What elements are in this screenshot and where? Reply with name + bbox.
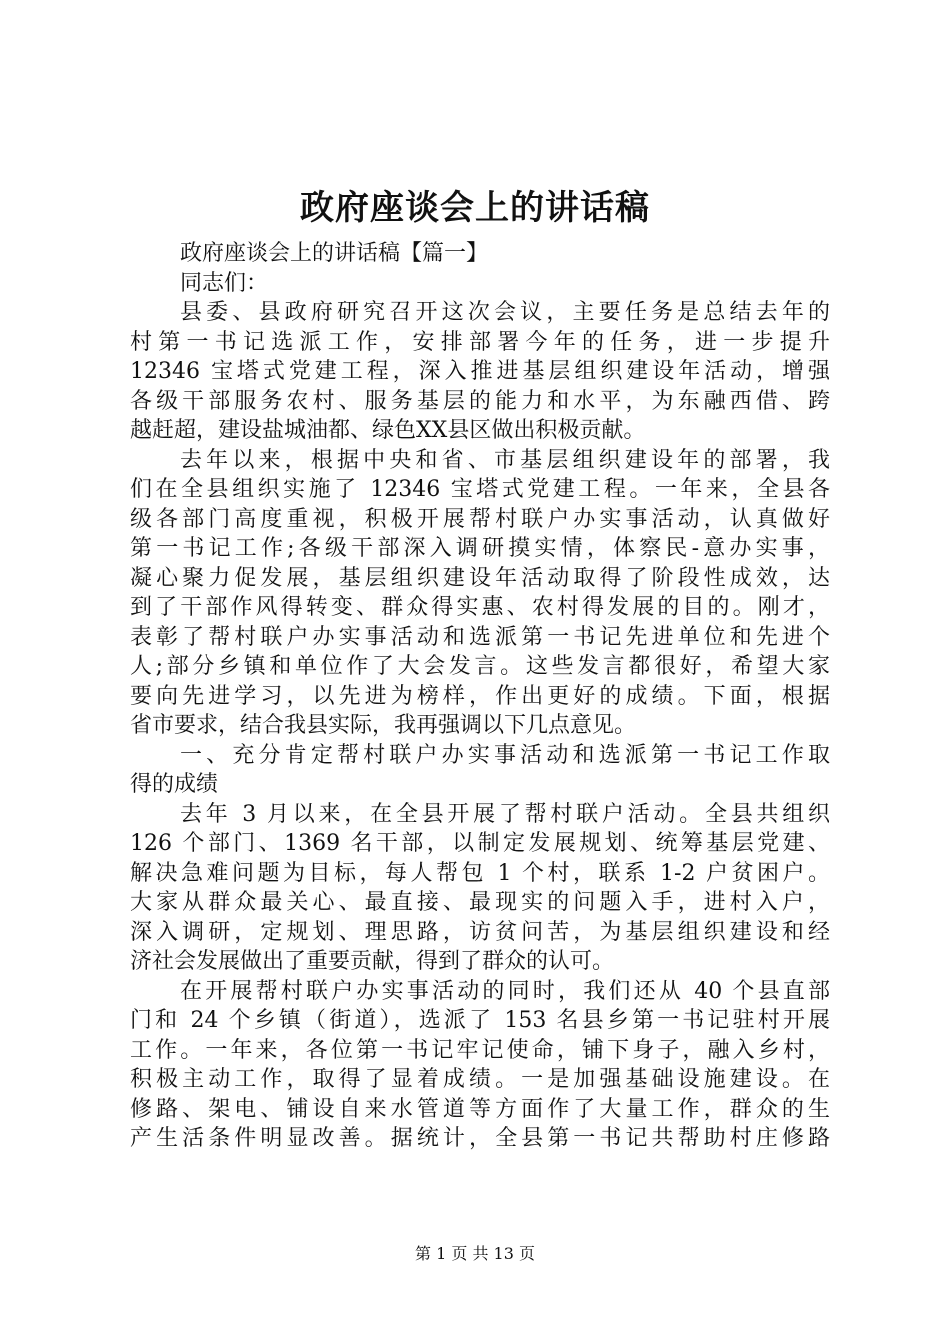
- body-line: 去年 3 月以来，在全县开展了帮村联户活动。全县共组织: [180, 801, 830, 827]
- body-line: 人;部分乡镇和单位作了大会发言。这些发言都很好，希望大家: [130, 654, 830, 679]
- body-line: 去年以来，根据中央和省、市基层组织建设年的部署，我: [180, 447, 830, 473]
- page-footer: 第 1 页 共 13 页: [415, 1244, 535, 1263]
- body-line: 同志们：: [180, 270, 269, 296]
- body-line: 越赶超，建设盐城油都、绿色XX县区做出积极贡献。: [130, 418, 646, 443]
- body-line: 得的成绩: [130, 772, 219, 797]
- body-line: 省市要求，结合我县实际，我再强调以下几点意见。: [130, 713, 637, 738]
- body-line: 解决急难问题为目标，每人帮包 1 个村，联系 1-2 户贫困户。: [130, 860, 830, 886]
- document-title: 政府座谈会上的讲话稿: [300, 188, 650, 228]
- body-line: 12346 宝塔式党建工程，深入推进基层组织建设年活动，增强: [130, 359, 830, 384]
- body-line: 修路、架电、铺设自来水管道等方面作了大量工作，群众的生: [130, 1096, 830, 1122]
- body-line: 各级干部服务农村、服务基层的能力和水平，为东融西借、跨: [130, 388, 830, 414]
- body-line: 门和 24 个乡镇（街道），选派了 153 名县乡第一书记驻村开展: [130, 1008, 830, 1033]
- body-line: 村第一书记选派工作，安排部署今年的任务，进一步提升: [130, 329, 830, 355]
- body-line: 到了干部作风得转变、群众得实惠、农村得发展的目的。刚才，: [130, 595, 830, 620]
- body-line: 深入调研，定规划、理思路，访贫问苦，为基层组织建设和经: [130, 919, 830, 945]
- body-line: 们在全县组织实施了 12346 宝塔式党建工程。一年来，全县各: [130, 477, 830, 502]
- body-line: 表彰了帮村联户办实事活动和选派第一书记先进单位和先进个: [130, 624, 830, 650]
- body-line: 产生活条件明显改善。据统计，全县第一书记共帮助村庄修路: [130, 1126, 830, 1151]
- body-line: 一、充分肯定帮村联户办实事活动和选派第一书记工作取: [180, 742, 830, 768]
- body-line: 大家从群众最关心、最直接、最现实的问题入手，进村入户，: [130, 890, 830, 915]
- body-line: 级各部门高度重视，积极开展帮村联户办实事活动，认真做好: [130, 506, 830, 532]
- body-line: 济社会发展做出了重要贡献，得到了群众的认可。: [130, 949, 615, 974]
- body-line: 要向先进学习，以先进为榜样，作出更好的成绩。下面，根据: [130, 683, 830, 709]
- body-line: 126 个部门、1369 名干部，以制定发展规划、统筹基层党建、: [130, 831, 830, 856]
- body-line: 工作。一年来，各位第一书记牢记使命，铺下身子，融入乡村，: [130, 1037, 830, 1063]
- body-line: 政府座谈会上的讲话稿【篇一】: [180, 241, 489, 266]
- body-line: 县委、县政府研究召开这次会议，主要任务是总结去年的: [180, 300, 830, 325]
- document-body: [130, 239, 830, 1154]
- body-line: 第一书记工作;各级干部深入调研摸实情，体察民-意办实事，: [130, 536, 830, 561]
- body-line: 凝心聚力促发展，基层组织建设年活动取得了阶段性成效，达: [130, 565, 830, 591]
- body-line: 积极主动工作，取得了显着成绩。一是加强基础设施建设。在: [130, 1067, 830, 1092]
- body-line: 在开展帮村联户办实事活动的同时，我们还从 40 个县直部: [180, 978, 830, 1004]
